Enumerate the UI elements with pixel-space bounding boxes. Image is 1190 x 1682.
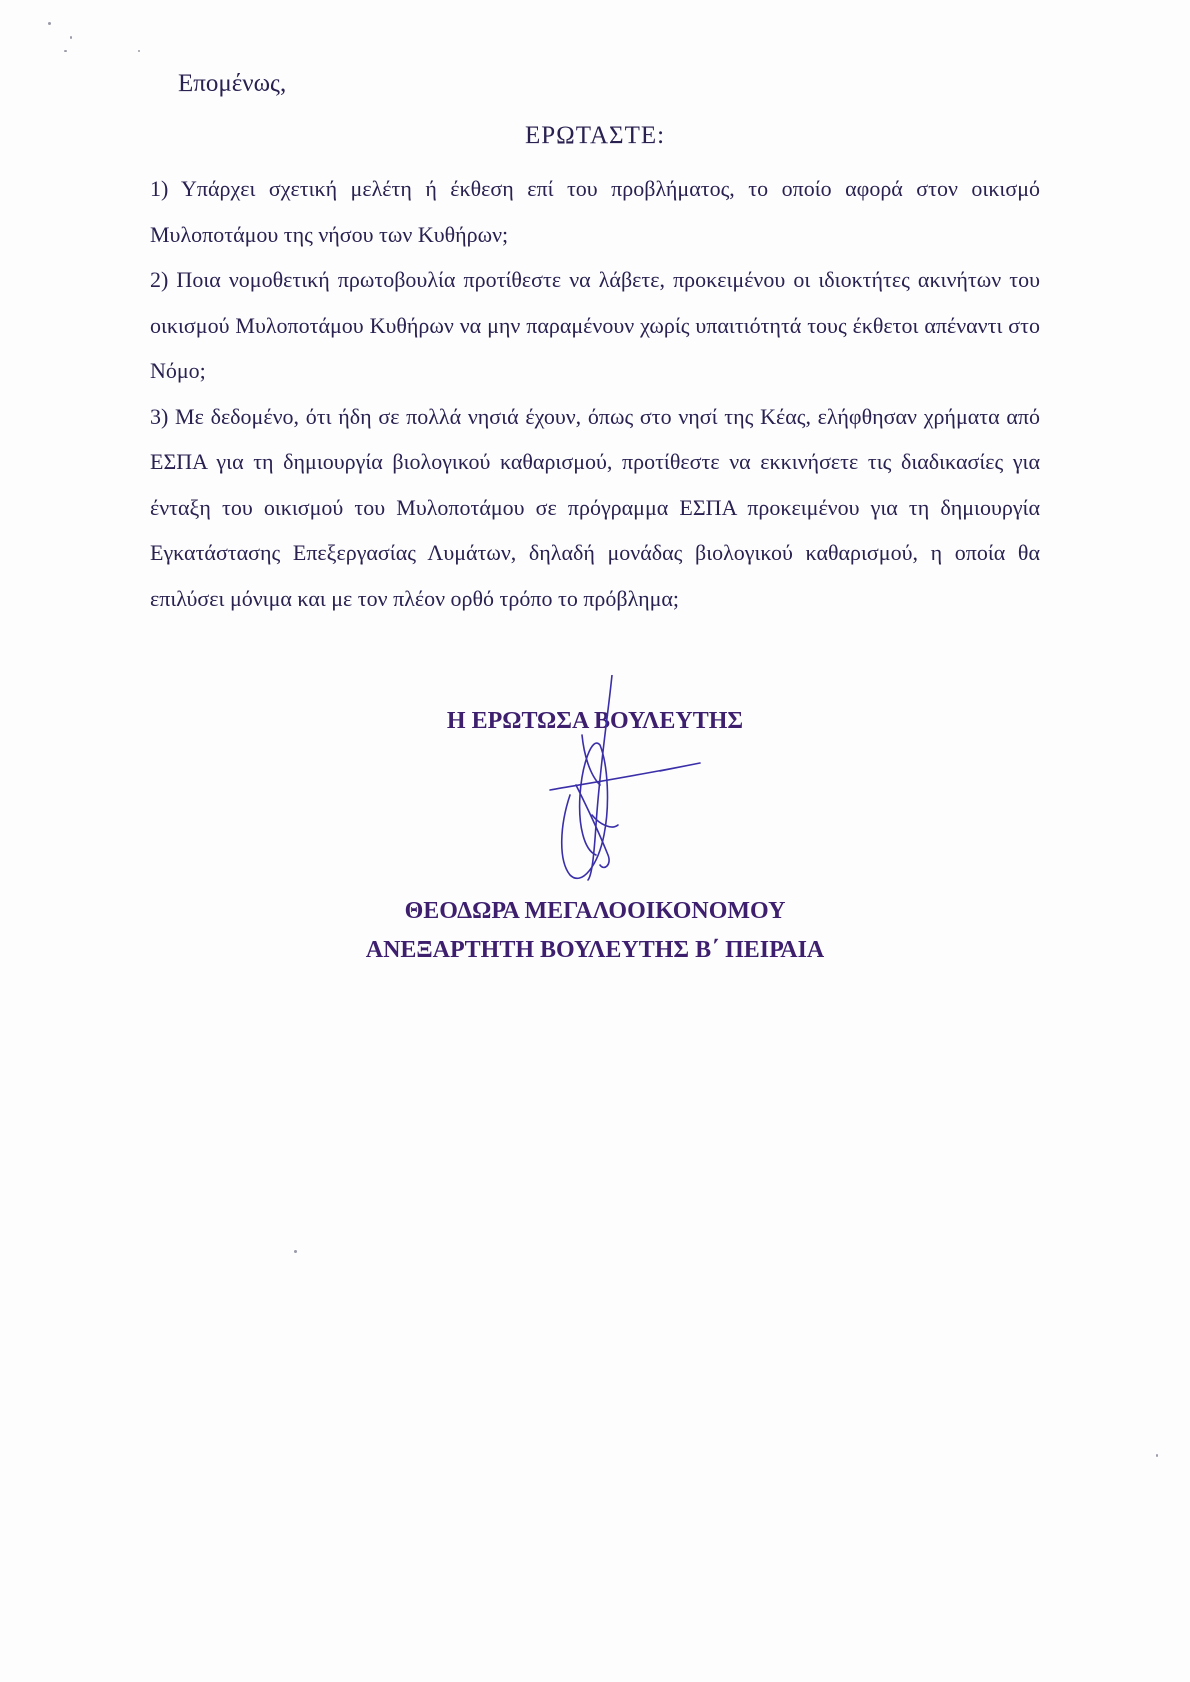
scan-speck (138, 50, 140, 52)
question-2: 2) Ποια νομοθετική πρωτοβουλία προτίθεστε να λάβετε, προκειμένου οι ιδιοκτήτες ακινήτων του οικισμού Μυλοποτάμου Κυθήρων να μην παραμένουν χωρίς υπαιτιότητά τους έκθετοι απέναντι στο Νόμο; (150, 267, 1040, 383)
greeting-text: Επομένως, (178, 70, 287, 97)
signatory-name: ΘΕΟΔΩΡΑ ΜΕΓΑΛΟΟΙΚΟΝΟΜΟΥ (404, 898, 786, 924)
signature-title: Η ΕΡΩΤΩΣΑ ΒΟΥΛΕΥΤΗΣ (446, 708, 744, 734)
scan-speck (294, 1250, 297, 1253)
questions-heading: ΕΡΩΤΑΣΤΕ: (524, 122, 666, 149)
questions-body (150, 166, 1040, 621)
signatory-position: ΑΝΕΞΑΡΤΗΤΗ ΒΟΥΛΕΥΤΗΣ Β΄ ΠΕΙΡΑΙΑ (365, 937, 825, 963)
scan-speck (48, 22, 51, 25)
scan-speck (70, 36, 72, 39)
scan-speck (1156, 1454, 1158, 1457)
scan-speck (64, 50, 67, 52)
question-3: 3) Με δεδομένο, ότι ήδη σε πολλά νησιά έχουν, όπως στο νησί της Κέας, ελήφθησαν χρήματα από ΕΣΠΑ για τη δημιουργία βιολογικού καθαρισμού, προτίθεστε να εκκινήσετε τις διαδικασίες για ένταξη του οικισμού του Μυλοποτάμου σε πρόγραμμα ΕΣΠΑ προκειμένου για τη δημιουργία Εγκατάστασης Επεξεργασίας Λυμάτων, δηλαδή μονάδας βιολογικού καθαρισμού, η οποία θα επιλύσει μόνιμα και με τον πλέον ορθό τρόπο το πρόβλημα; (150, 403, 1040, 611)
handwritten-signature (500, 675, 740, 915)
question-1: 1) Υπάρχει σχετική μελέτη ή έκθεση επί του προβλήματος, το οποίο αφορά στον οικισμό Μυλοποτάμου της νήσου των Κυθήρων; (150, 176, 1040, 247)
signature-name-block (0, 892, 1190, 970)
